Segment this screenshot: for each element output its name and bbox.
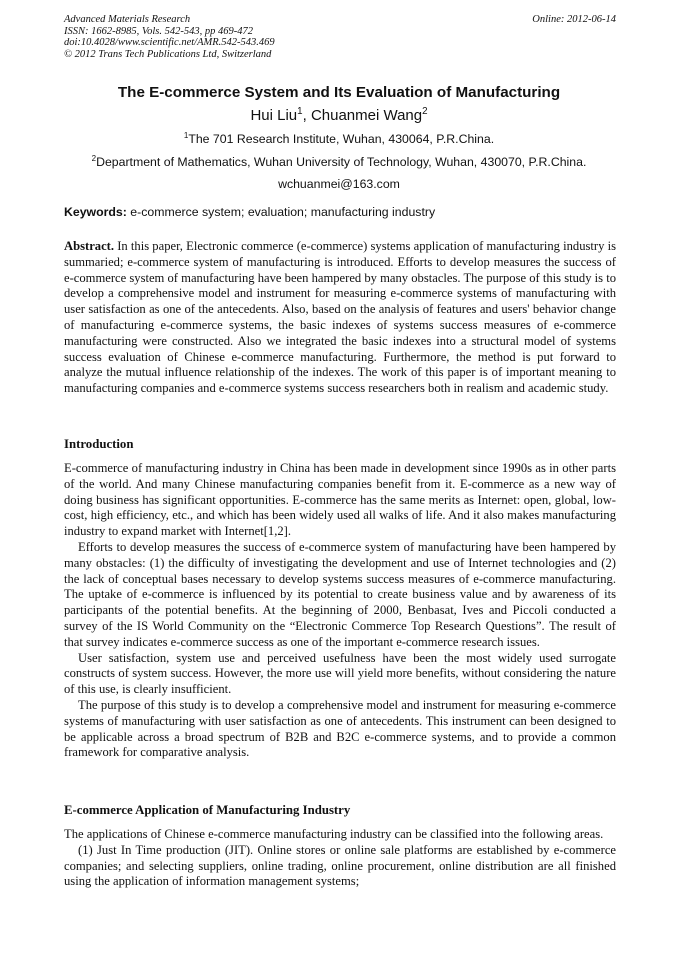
abstract [64,239,616,397]
keywords-text: e-commerce system; evaluation; manufacturing industry [126,205,436,219]
introduction-paragraph-1: E-commerce of manufacturing industry in China has been made in development since 1990s as in other parts of the world. And many Chinese manufacturing companies benefit from it. E-commerce as a new way of doing business has significant opportunities. E-commerce has the same merits as Internet: open, global, low-cost, high efficiency, etc., and which has been widely used all walks of life. And it also makes manufacturing industry to expand market with Internet[1,2]. [64,461,616,539]
abstract-label: Abstract. [64,239,115,253]
introduction-paragraph-3: User satisfaction, system use and perceived usefulness have been the most widely used surrogate constructs of system success. However, the more use will yield more benefits, without considering the nature of this use, is clearly insufficient. [64,650,616,697]
affiliation-1-mark: 1 [183,130,189,140]
affiliation-1 [0,132,678,146]
paper-title: The E-commerce System and Its Evaluation of Manufacturing [117,84,561,101]
issn-line: ISSN: 1662-8985, Vols. 542-543, pp 469-472 [64,25,253,37]
author-separator: , [302,107,311,124]
ecommerce-paragraph-1: The applications of Chinese e-commerce manufacturing industry can be classified into the following areas. [64,827,604,841]
introduction-paragraph-2: Efforts to develop measures the success of e-commerce system of manufacturing have been hampered by many obstacles: (1) the difficulty of investigating the development and use of Internet technologies and (2) the lack of conceptual bases necessary to develop systems success measures of e-commerce manufacturing. The uptake of e-commerce is influenced by its potential to create business value and by awareness of its participants of the potential benefits. At the beginning of 2000, Benbasat, Ives and Piccoli conducted a survey of the IS World Community on the “Electronic Commerce Top Research Questions”. The result of that survey indicates e-commerce success as one of the important e-commerce research issues. [64,539,616,649]
author-2: Chuanmei Wang [310,107,423,124]
keywords [64,205,624,219]
author-2-affiliation-mark: 2 [422,106,428,117]
doi-line: doi:10.4028/www.scientific.net/AMR.542-543.469 [64,37,275,48]
online-date: Online: 2012-06-14 [532,14,616,25]
ecommerce-paragraph-2: (1) Just In Time production (JIT). Online stores or online sale platforms are established by e-commerce companies; and selecting suppliers, online trading, online procurement, online distribution are all finished using the application of information management systems; [64,842,616,889]
ecommerce-application-section [64,827,616,890]
author-line [0,107,678,124]
introduction-section [64,461,616,761]
author-1: Hui Liu [250,107,298,124]
journal-name: Advanced Materials Research [64,14,191,25]
copyright-line: © 2012 Trans Tech Publications Ltd, Switzerland [64,48,272,60]
affiliation-1-text: The 701 Research Institute, Wuhan, 430064, P.R.China. [188,132,495,146]
affiliation-2-mark: 2 [91,153,97,163]
contact-email: wchuanmei@163.com [278,177,400,191]
affiliation-2-text: Department of Mathematics, Wuhan University of Technology, Wuhan, 430070, P.R.China. [96,155,587,169]
ecommerce-application-heading: E-commerce Application of Manufacturing Industry [64,803,351,817]
introduction-paragraph-4: The purpose of this study is to develop a comprehensive model and instrument for measuring e-commerce systems of manufacturing with user satisfaction as one of antecedents. This instrument can been designed to be applicable across a broad spectrum of B2B and B2C e-commerce systems, and to provide a common framework for comparative analysis. [64,697,616,760]
author-1-affiliation-mark: 1 [297,106,303,117]
journal-header [64,14,616,60]
keywords-label: Keywords: [64,205,127,219]
affiliation-2 [0,155,678,169]
abstract-text: In this paper, Electronic commerce (e-commerce) systems application of manufacturing industry is summaried; e-commerce system of manufacturing is introduced. Efforts to develop measures the success of e-commerce system of manufacturing have been hampered by many obstacles. The purpose of this study is to develop a comprehensive model and instrument for measuring e-commerce systems of manufacturing with user satisfaction as one of the antecedents. Also, based on the analysis of features and users' behavior change of manufacturing e-commerce systems, the basic indexes of systems success measures of e-commerce manufacturing were constructed. Also we integrated the basic indexes into a structural model of systems success evaluation of Chinese e-commerce manufacturing. Furthermore, the method is put forward to analyze the mutual influence relationship of the indexes. The work of this paper is of important meaning to manufacturing companies and e-commerce systems success researchers both in realism and academic study. [64,239,616,396]
introduction-heading: Introduction [64,437,134,451]
